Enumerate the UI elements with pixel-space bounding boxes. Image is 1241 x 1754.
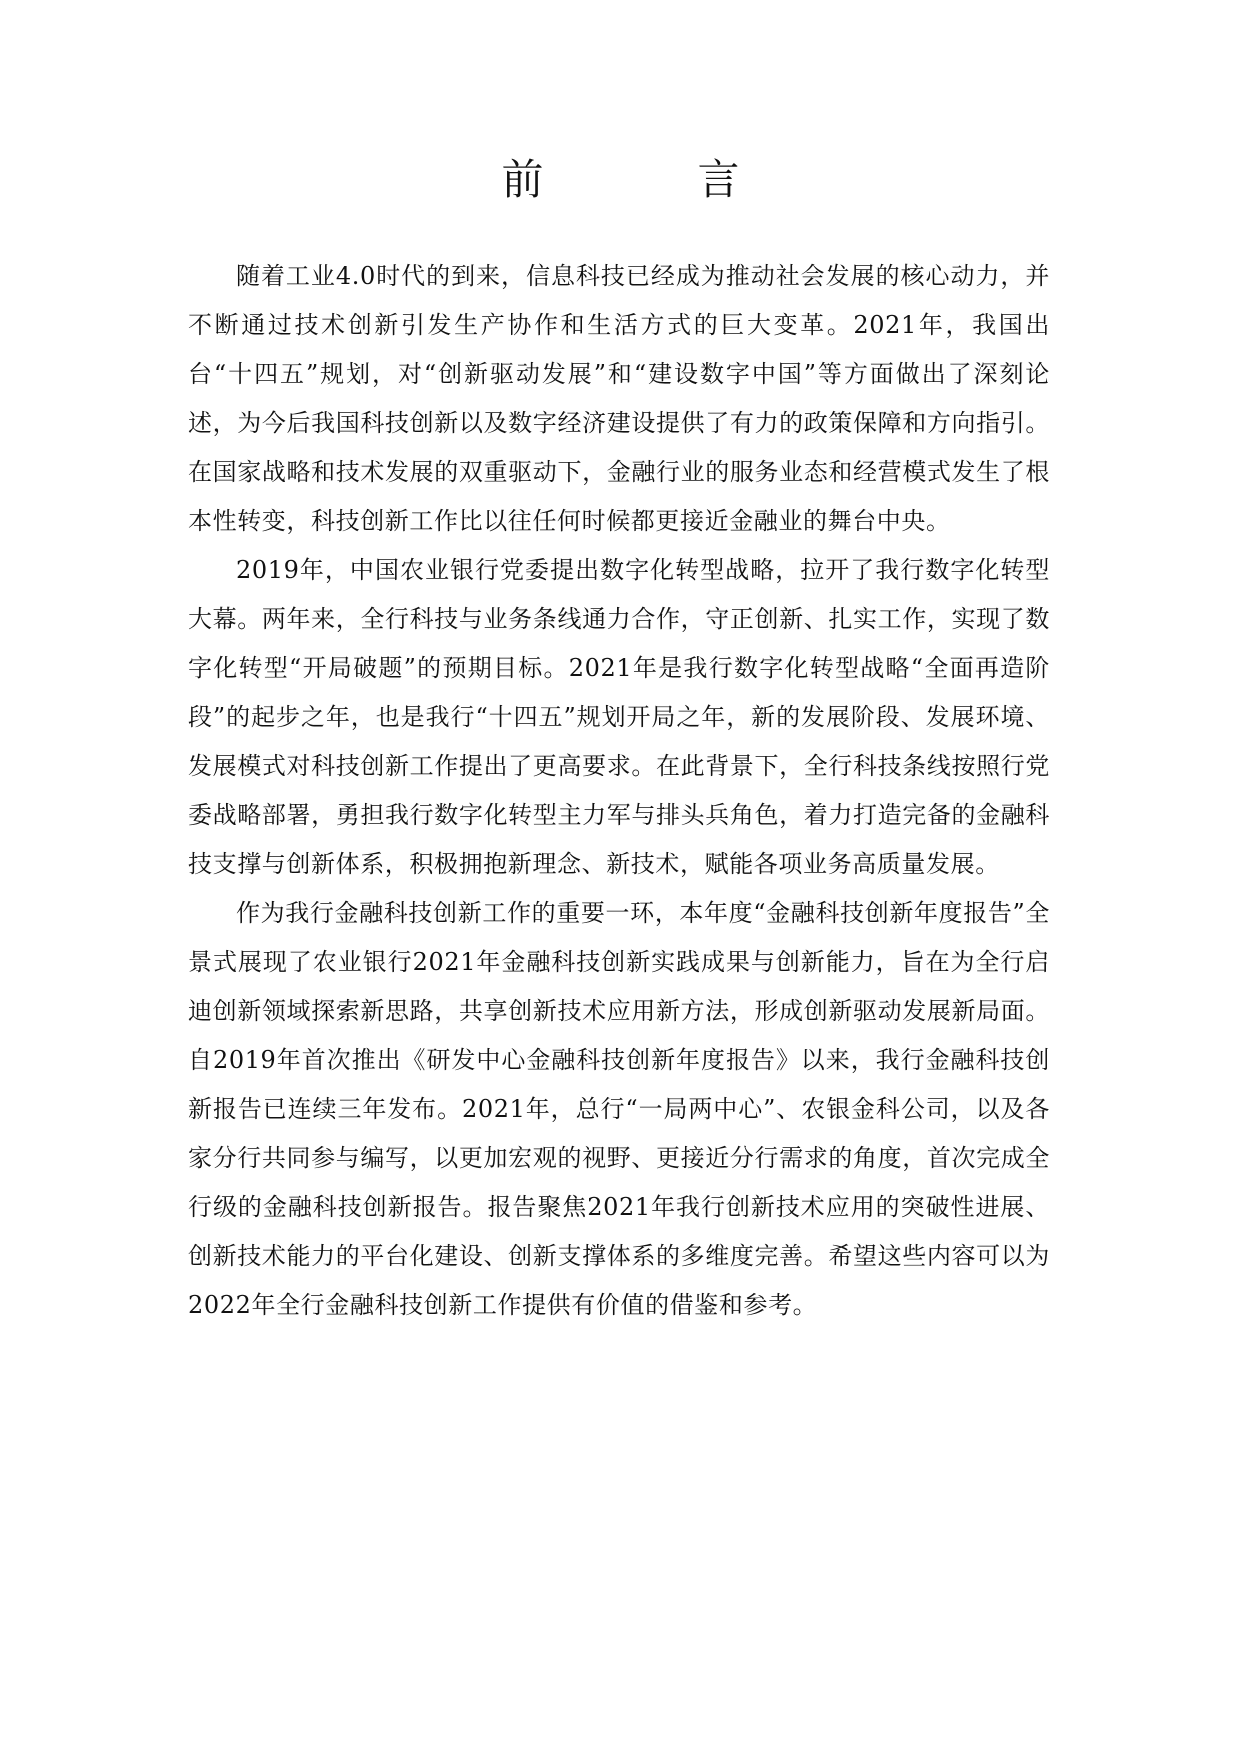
paragraph-1: 随着工业4.0时代的到来，信息科技已经成为推动社会发展的核心动力，并不断通过技术创新引发生产协作和生活方式的巨大变革。2021年，我国出台“十四五”规划，对“创新驱动发展”和“建设数字中国”等方面做出了深刻论述，为今后我国科技创新以及数字经济建设提供了有力的政策保障和方向指引。在国家战略和技术发展的双重驱动下，金融行业的服务业态和经营模式发生了根本性转变，科技创新工作比以往任何时候都更接近金融业的舞台中央。	[188, 262, 1050, 535]
paragraph-2: 2019年，中国农业银行党委提出数字化转型战略，拉开了我行数字化转型大幕。两年来，全行科技与业务条线通力合作，守正创新、扎实工作，实现了数字化转型“开局破题”的预期目标。2021年是我行数字化转型战略“全面再造阶段”的起步之年，也是我行“十四五”规划开局之年，新的发展阶段、发展环境、发展模式对科技创新工作提出了更高要求。在此背景下，全行科技条线按照行党委战略部署，勇担我行数字化转型主力军与排头兵角色，着力打造完备的金融科技支撑与创新体系，积极拥抱新理念、新技术，赋能各项业务高质量发展。	[188, 556, 1050, 878]
page-title: 前 言	[501, 155, 796, 204]
paragraph-3: 作为我行金融科技创新工作的重要一环，本年度“金融科技创新年度报告”全景式展现了农业银行2021年金融科技创新实践成果与创新能力，旨在为全行启迪创新领域探索新思路，共享创新技术应用新方法，形成创新驱动发展新局面。自2019年首次推出《研发中心金融科技创新年度报告》以来，我行金融科技创新报告已连续三年发布。2021年，总行“一局两中心”、农银金科公司，以及各家分行共同参与编写，以更加宏观的视野、更接近分行需求的角度，首次完成全行级的金融科技创新报告。报告聚焦2021年我行创新技术应用的突破性进展、创新技术能力的平台化建设、创新支撑体系的多维度完善。希望这些内容可以为2022年全行金融科技创新工作提供有价值的借鉴和参考。	[188, 899, 1050, 1319]
preface-body	[188, 252, 1050, 1330]
